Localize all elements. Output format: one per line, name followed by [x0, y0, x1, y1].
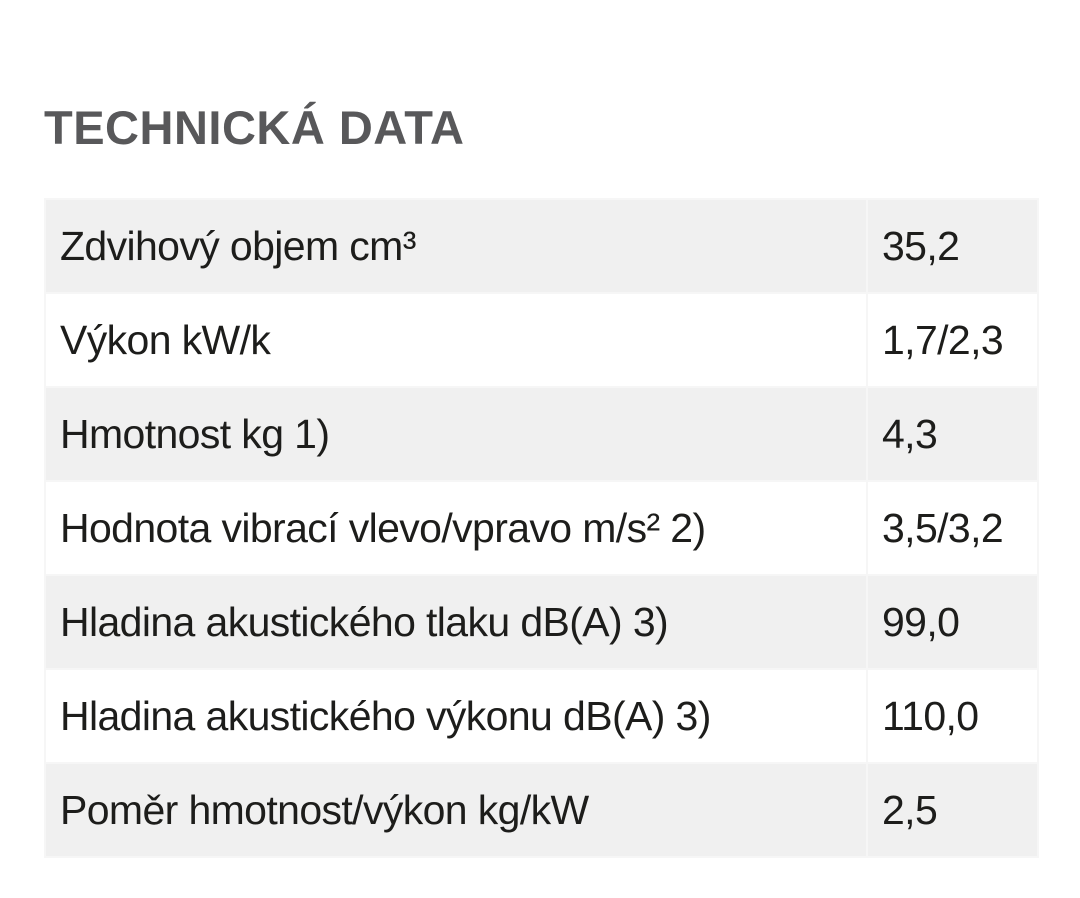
- spec-label: Poměr hmotnost/výkon kg/kW: [45, 763, 867, 857]
- table-row: [45, 481, 1038, 575]
- spec-value: 4,3: [867, 387, 1038, 481]
- spec-label: Hladina akustického výkonu dB(A) 3): [45, 669, 867, 763]
- spec-value: 1,7/2,3: [867, 293, 1038, 387]
- spec-value: 3,5/3,2: [867, 481, 1038, 575]
- table-row: [45, 763, 1038, 857]
- spec-label: Hladina akustického tlaku dB(A) 3): [45, 575, 867, 669]
- table-row: [45, 575, 1038, 669]
- spec-label: Výkon kW/k: [45, 293, 867, 387]
- spec-value: 110,0: [867, 669, 1038, 763]
- table-row: [45, 669, 1038, 763]
- spec-value: 2,5: [867, 763, 1038, 857]
- spec-label: Hmotnost kg 1): [45, 387, 867, 481]
- technical-data-table: [44, 198, 1039, 858]
- spec-label: Hodnota vibrací vlevo/vpravo m/s² 2): [45, 481, 867, 575]
- spec-value: 35,2: [867, 199, 1038, 293]
- table-row: [45, 293, 1038, 387]
- page-title: TECHNICKÁ DATA: [44, 101, 465, 154]
- table-row: [45, 387, 1038, 481]
- spec-value: 99,0: [867, 575, 1038, 669]
- spec-label: Zdvihový objem cm³: [45, 199, 867, 293]
- table-row: [45, 199, 1038, 293]
